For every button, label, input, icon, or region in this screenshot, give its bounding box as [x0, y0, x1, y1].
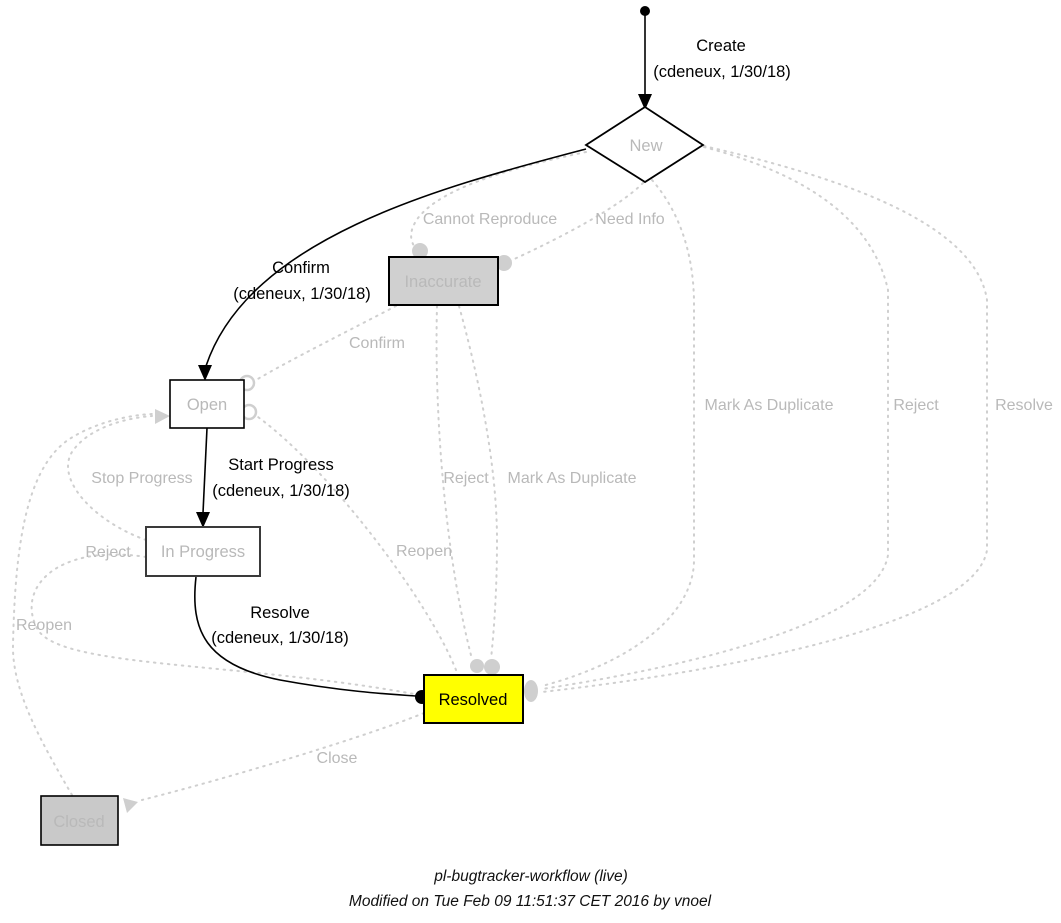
edge-label-reject-from-new: Reject	[893, 397, 939, 414]
edge-label-resolve-from-new: Resolve	[995, 397, 1053, 414]
edge-reject-from-new	[542, 147, 888, 689]
node-closed-label: Closed	[53, 813, 105, 831]
arrowhead-into-in-progress	[196, 512, 210, 528]
edge-sublabel-create: (cdeneux, 1/30/18)	[653, 63, 791, 81]
arrowhead-into-open	[198, 365, 212, 381]
edge-sublabel-start-progress: (cdeneux, 1/30/18)	[212, 482, 350, 500]
edge-label-need-info: Need Info	[595, 211, 665, 228]
workflow-modified-note: Modified on Tue Feb 09 11:51:37 CET 2016 by vnoel	[348, 893, 712, 910]
arrowhead-into-open-left	[155, 409, 170, 424]
node-resolved-label: Resolved	[438, 691, 508, 709]
node-open[interactable]	[170, 380, 244, 428]
node-new-label: New	[629, 137, 663, 155]
dot-resolved-right	[524, 680, 538, 702]
arrowhead-into-closed	[123, 798, 138, 813]
node-new[interactable]	[586, 107, 703, 182]
edge-mark-as-duplicate-from-new	[542, 180, 694, 686]
edge-label-mark-as-duplicate-from-inaccurate: Mark As Duplicate	[507, 470, 637, 487]
edge-label-reject-from-inaccurate: Reject	[443, 470, 489, 487]
edge-label-resolve: Resolve	[250, 604, 310, 622]
edge-close	[142, 713, 424, 800]
node-resolved[interactable]	[424, 675, 523, 723]
edge-label-close: Close	[316, 750, 358, 767]
edge-label-stop-progress: Stop Progress	[91, 470, 193, 487]
node-open-label: Open	[186, 396, 228, 414]
edge-label-reopen-from-resolved: Reopen	[395, 543, 453, 560]
edge-label-start-progress: Start Progress	[228, 456, 334, 474]
edge-label-create: Create	[696, 37, 746, 55]
node-inaccurate[interactable]	[389, 257, 498, 305]
active-edges	[195, 6, 652, 704]
edge-start-progress	[203, 428, 207, 513]
node-in-progress[interactable]	[146, 527, 260, 576]
edge-sublabel-resolve: (cdeneux, 1/30/18)	[211, 629, 349, 647]
edge-label-reject-from-in-progress: Reject	[85, 544, 131, 561]
active-edge-labels	[211, 37, 791, 647]
footer	[349, 868, 712, 910]
edge-label-confirm-from-inaccurate: Confirm	[348, 335, 406, 352]
node-in-progress-label: In Progress	[160, 543, 246, 561]
dot-resolved-top-left	[470, 659, 484, 673]
node-closed[interactable]	[41, 796, 118, 845]
node-inaccurate-label: Inaccurate	[404, 273, 482, 291]
edge-label-mark-as-duplicate-from-new: Mark As Duplicate	[704, 397, 834, 414]
edge-label-confirm: Confirm	[272, 259, 330, 277]
edge-label-reopen-from-closed: Reopen	[15, 617, 73, 634]
start-dot	[640, 6, 650, 16]
dot-resolved-top-right	[484, 659, 500, 675]
edge-cannot-reproduce	[411, 152, 586, 250]
edge-label-cannot-reproduce: Cannot Reproduce	[422, 211, 558, 228]
workflow-title: pl-bugtracker-workflow (live)	[434, 868, 628, 885]
edge-sublabel-confirm: (cdeneux, 1/30/18)	[233, 285, 371, 303]
